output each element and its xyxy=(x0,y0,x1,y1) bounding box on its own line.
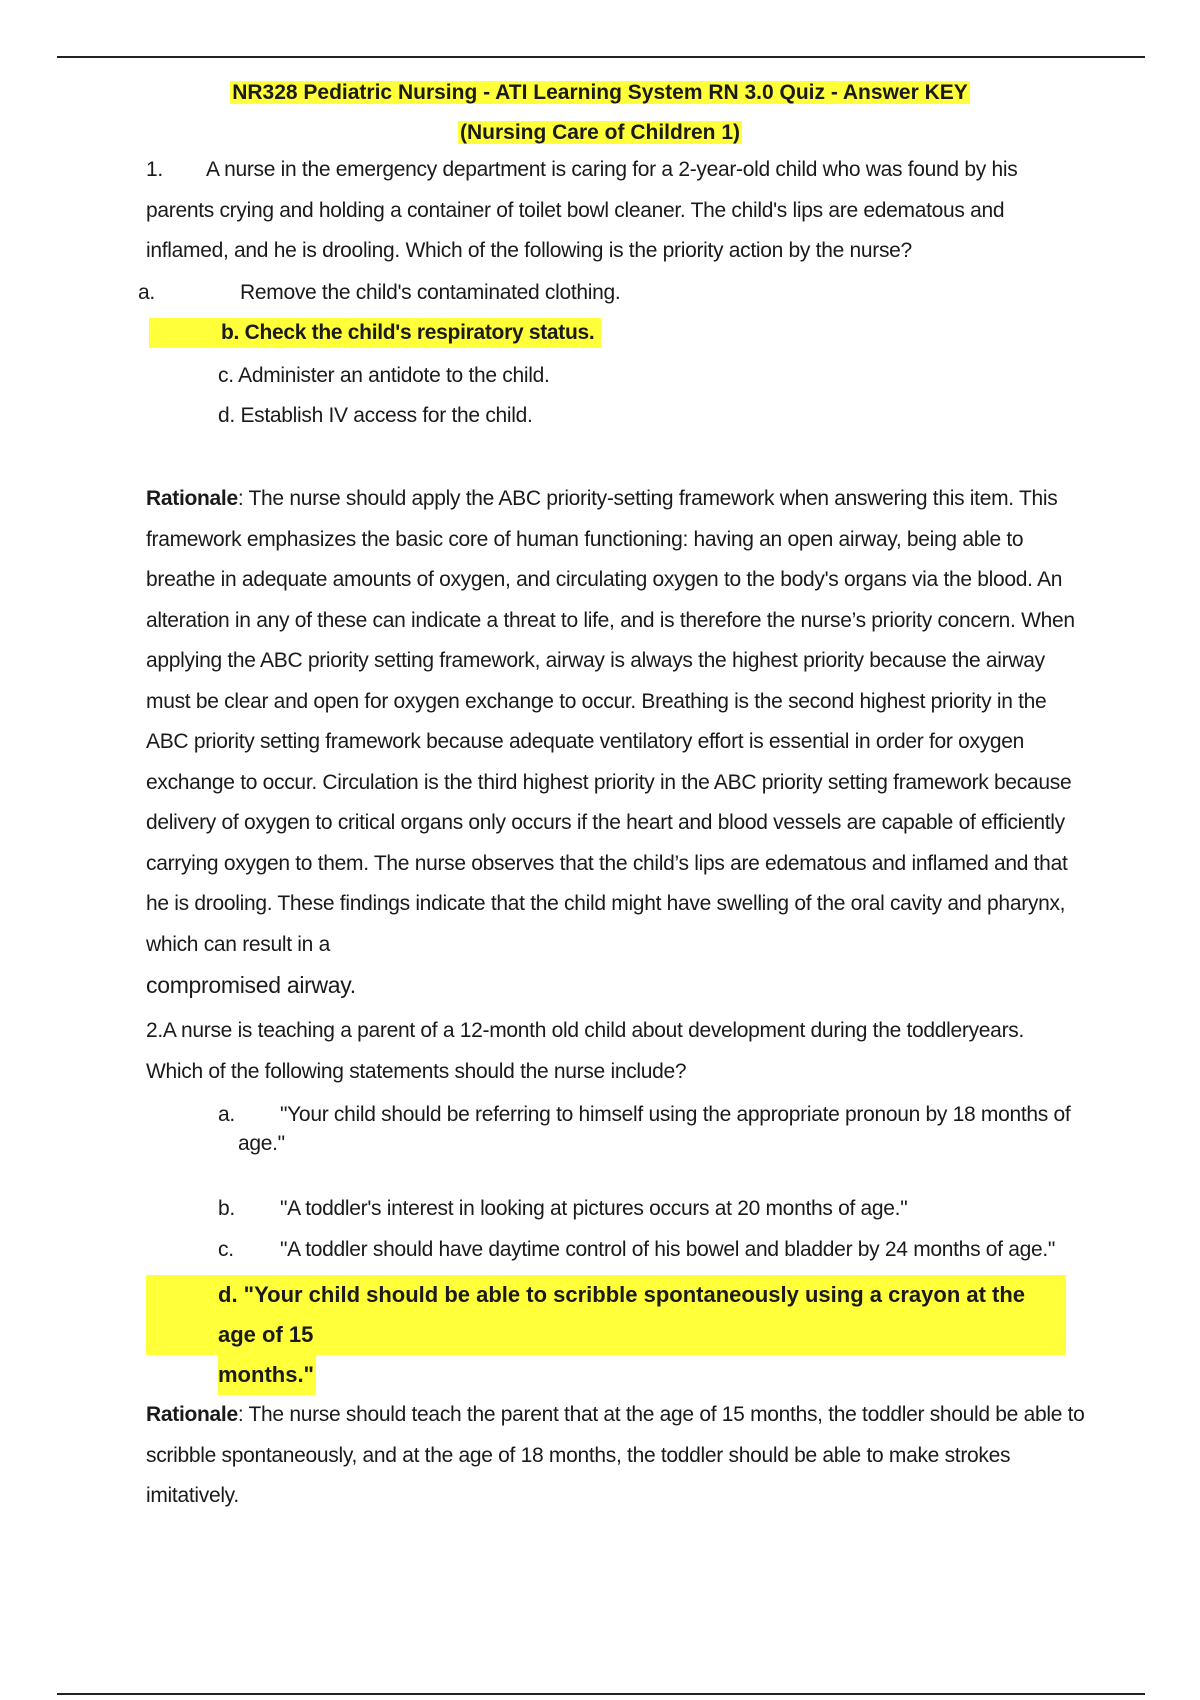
q2-option-a: a. "Your child should be referring to himself using the appropriate pronoun by 18 months of age." xyxy=(218,1103,1071,1155)
question-1-stem: 1. A nurse in the emergency department is caring for a 2-year-old child who was found by his parents crying and holding a container of toilet bowl cleaner. The child's lips are edematous and inflamed, and he is drooling. Which of the following is the priority action by the nurse? xyxy=(146,150,1086,272)
q1-option-d: d. Establish IV access for the child. xyxy=(218,404,533,427)
question-number: 2. xyxy=(146,1019,163,1042)
q2-option-c: c. "A toddler should have daytime control of his bowel and bladder by 24 months of age." xyxy=(218,1238,1056,1261)
document-title: NR328 Pediatric Nursing - ATI Learning System RN 3.0 Quiz - Answer KEY xyxy=(232,81,968,104)
q1-option-b-correct: b. Check the child's respiratory status. xyxy=(149,318,601,348)
question-number: 1. xyxy=(146,158,163,181)
question-2-rationale: Rationale: The nurse should teach the parent that at the age of 15 months, the toddler should be able to scribble spontaneously, and at the age of 18 months, the toddler should be able to make strokes imitatively. xyxy=(146,1403,1085,1507)
q1-option-c: c. Administer an antidote to the child. xyxy=(218,364,550,387)
top-rule xyxy=(57,56,1145,58)
q2-option-d-correct: d. "Your child should be able to scribble spontaneously using a crayon at the age of 15 months." xyxy=(146,1275,1066,1395)
question-2-stem: 2.A nurse is teaching a parent of a 12-month old child about development during the toddleryears. Which of the following statements should the nurse include? xyxy=(146,1019,1024,1083)
bottom-rule xyxy=(57,1693,1145,1695)
q1-option-a: Remove the child's contaminated clothing. xyxy=(240,281,621,304)
rationale-label: Rationale xyxy=(146,487,238,510)
q1-option-a-letter: a. xyxy=(138,281,155,304)
rationale-label: Rationale xyxy=(146,1403,238,1426)
document-subtitle: (Nursing Care of Children 1) xyxy=(459,121,741,144)
rationale-end: compromised airway. xyxy=(146,972,356,998)
q2-option-b: b. "A toddler's interest in looking at pictures occurs at 20 months of age." xyxy=(218,1197,908,1220)
question-1-rationale: Rationale: The nurse should apply the ABC priority-setting framework when answering this item. This framework emphasizes the basic core of human functioning: having an open airway, being able to breathe in adequate amounts of oxygen, and circulating oxygen to the body's organs via the blood. An alteration in any of these can indicate a threat to life, and is therefore the nurse’s priority concern. When applying the ABC priority setting framework, airway is always the highest priority because the airway must be clear and open for oxygen exchange to occur. Breathing is the second highest priority in the ABC priority setting framework because adequate ventilatory effort is essential in order for oxygen exchange to occur. Circulation is the third highest priority in the ABC priority setting framework because delivery of oxygen to critical organs only occurs if the heart and blood vessels are capable of efficiently carrying oxygen to them. The nurse observes that the child’s lips are edematous and inflamed and that he is drooling. These findings indicate that the child might have swelling of the oral cavity and pharynx, which can result in a compromised airway. xyxy=(146,487,1075,998)
